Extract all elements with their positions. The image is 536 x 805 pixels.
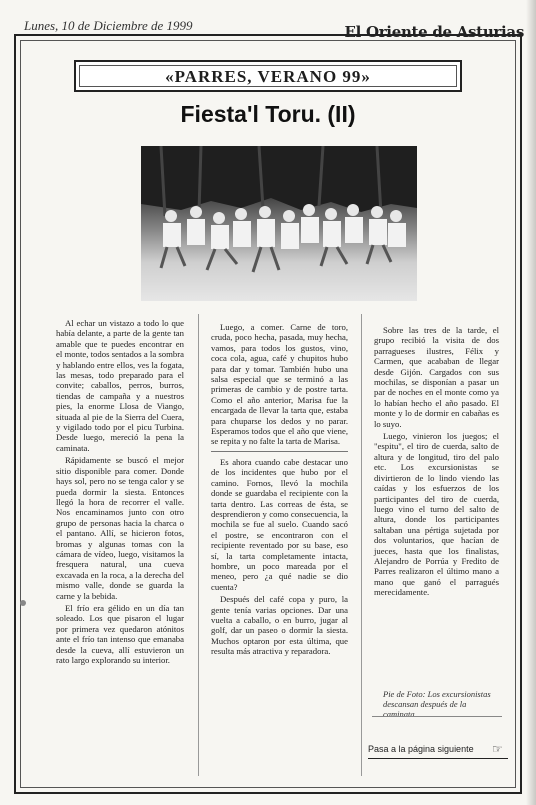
column-separator: [211, 451, 348, 452]
group-photo: [141, 146, 417, 301]
photo-caption: Pie de Foto: Los excursionistas descansan después de la caminata.: [383, 689, 491, 719]
paragraph: Luego, a comer. Carne de toro, cruda, poco hecha, pasada, muy hecha, vamos, para todos los gustos, vino, coca cola, agua, café y chupitos hubo para dar y tomar. También hubo una salsa especial que se terminó a las primeras de cambio y de postre tarta. Como el año anterior, Marisa fue la encargada de llevar la tarta que, estaba para chuparse los dedos y no parar. Esperamos todos que el año que viene, se repita y no falte la tarta de Marisa.: [211, 322, 348, 447]
article-column-2: [211, 322, 348, 659]
paragraph: Es ahora cuando cabe destacar uno de los incidentes que hubo por el camino. Fornos, llevó la mochila donde se guardaba el recipiente con la tarta dentro. Las correas de ésta, se desprendieron y como consecuencia, la mochila se fue al suelo. Cuando sacó el postre, se encontraron con el recipiente reventado por su base, eso sí, la tarta completamente intacta, hombre, un poco mareada por el meneo, pero ¿a qué nadie se dio cuenta?: [211, 456, 348, 592]
column-rule: [361, 314, 362, 776]
paragraph: Luego, vinieron los juegos; el "espitu", el tiro de cuerda, salto de altura y de longitud, tiro del palo etc. Los excursionistas se divirtieron de lo lindo viendo las caídas y los esfuerzos de los participantes del tiro de cuerda, luego vino el turno del salto de altura, donde los participantes saltaban una pértiga sujetada por dos voluntarios, que hacían de jueces, hasta que los finalistas, Alejandro de Porrúa y Fredito de Parres realizaron el último mano a mano que ganó el parragués merecidamente.: [374, 431, 499, 598]
pointing-hand-icon: ☞: [492, 742, 503, 756]
article-column-1: [56, 318, 184, 667]
paragraph: Rápidamente se buscó el mejor sitio disponible para comer. Donde hays sol, pero no se tenga calor y se pueda dormir la siesta. Entonces llegó la hora de recorrer el valle. Nos encaminamos junto con otro grupo de personas hacia la charca o el pantano. Allí, se hicieron fotos, bromas y algunas tomas con la cámara de vídeo, luego, visitamos la fresquera natural, una cueva excavada en la roca, a la derecha del mismo valle, donde se guarda la carne y la bebida.: [56, 455, 184, 601]
caption-rule: [372, 716, 502, 717]
issue-date: Lunes, 10 de Diciembre de 1999: [24, 18, 193, 33]
binding-hole: [20, 600, 26, 606]
article-column-3: [374, 325, 499, 600]
section-title: «PARRES, VERANO 99»: [165, 67, 371, 86]
continue-rule: [368, 758, 508, 759]
article-headline: Fiesta'l Toru. (II): [180, 101, 356, 127]
column-rule: [198, 314, 199, 776]
group-photo-image: [141, 146, 417, 301]
section-banner: [74, 60, 462, 92]
newspaper-masthead: El Oriente de Asturias: [344, 23, 524, 41]
paragraph: Sobre las tres de la tarde, el grupo recibió la visita de dos parragueses ilustres, Félix y Carmen, que acababan de llegar desde Gijón. Cargados con sus mochilas, se disponían a pasar un par de noches en el monte como ya lo habían hecho el año pasado. El monte y lo de dormir en cabañas es lo suyo.: [374, 325, 499, 429]
paragraph: El frío era gélido en un día tan soleado. Los que pisaron el lugar por primera vez quedaron atónitos ante el frío tan intenso que emanaba desde la cueva, allí estuvieron un rato largo explorando su interior.: [56, 602, 184, 665]
continue-link[interactable]: Pasa a la página siguiente: [368, 744, 474, 754]
paragraph: Después del café copa y puro, la gente tenía varias opciones. Dar una vuelta a caballo, o en burro, jugar al golf, dar un paseo o dormir la siesta. Muchos optaron por esta última, que resulta más atractiva y reparadora.: [211, 594, 348, 657]
paragraph: Al echar un vistazo a todo lo que había delante, a parte de la gente tan amable que te puedes encontrar en el monte, todos sentados a la sombra y hablando entre ellos, ves la fogata, las mesas, todo preparado para el convite; caballos, perros, burros, tiendas de campaña y a nuestros pies, la enorme Llosa de Viango, situada al pie de la Sierra del Cuera, y vigilado todo por el picu Turbina. Desde luego, mereció la pena la caminata.: [56, 318, 184, 453]
